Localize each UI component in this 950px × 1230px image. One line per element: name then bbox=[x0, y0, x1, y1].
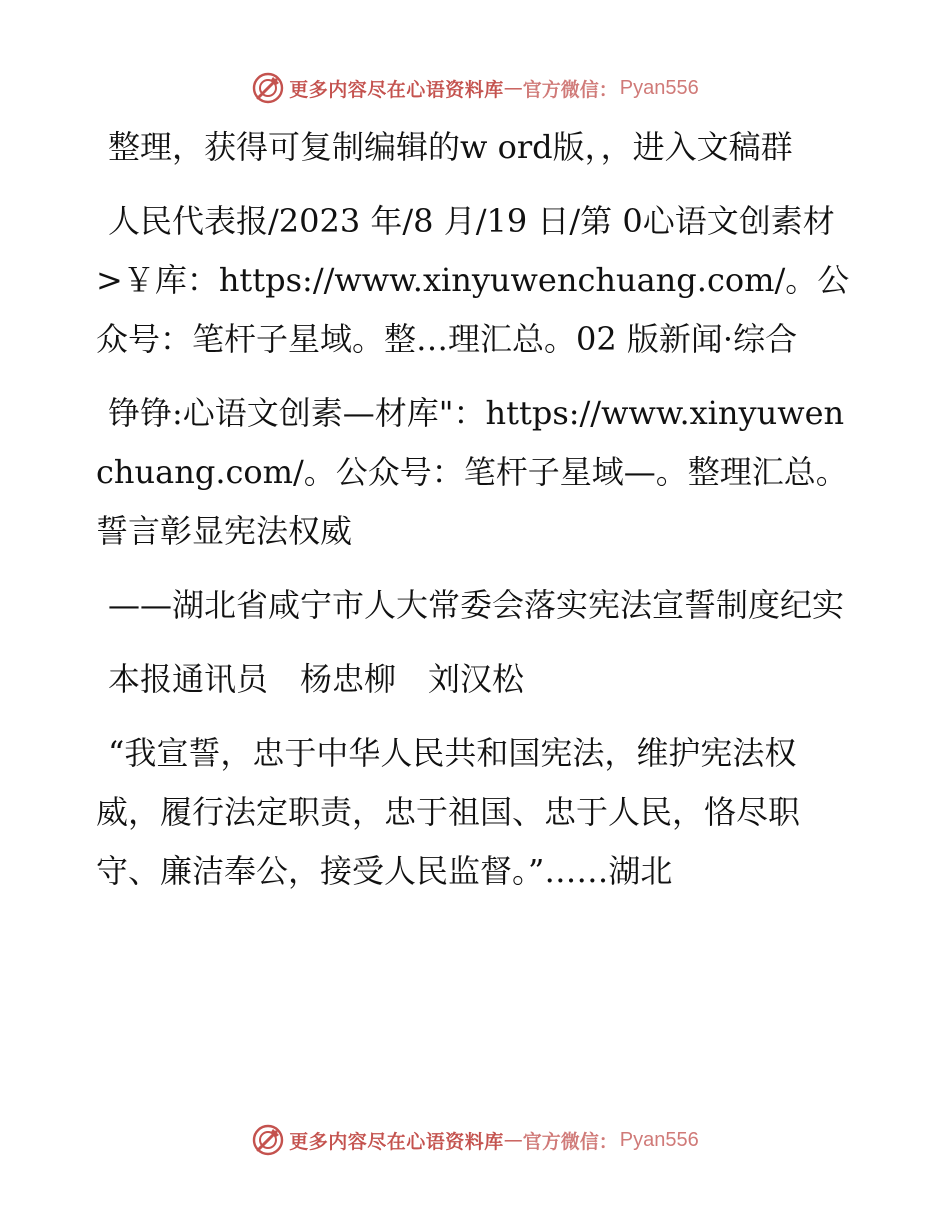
seal-logo-icon bbox=[251, 71, 285, 105]
paragraph-3-text: 铮铮:心语文创素—材库"：https://www.xinyuwenchuang.com/。公众号：笔杆子星域—。整理汇总。誓言彰显宪法权威 bbox=[96, 394, 848, 550]
paragraph-2 bbox=[96, 192, 856, 369]
paragraph-3 bbox=[96, 384, 856, 561]
paragraph-2-text: 人民代表报/2023 年/8 月/19 日/第 0心语文创素材>￥库：https://www.xinyuwenchuang.com/。公众号：笔杆子星域。整…理汇总。02 版新闻·综合 bbox=[96, 202, 850, 358]
header-dash: — bbox=[503, 77, 523, 99]
paragraph-6 bbox=[96, 724, 856, 901]
footer-wechat-id: Pyan556 bbox=[619, 1128, 699, 1151]
header-wechat-id: Pyan556 bbox=[619, 76, 699, 99]
page-footer-banner bbox=[0, 1120, 950, 1160]
footer-wechat-label: 官方微信： bbox=[522, 1130, 618, 1153]
paragraph-5-text: 本报通讯员 杨忠柳 刘汉松 bbox=[108, 660, 525, 698]
paragraph-4 bbox=[96, 576, 856, 635]
seal-logo-icon bbox=[251, 1123, 285, 1157]
header-wechat-label: 官方微信： bbox=[522, 78, 618, 101]
paragraph-6-text: “我宣誓，忠于中华人民共和国宪法，维护宪法权威，履行法定职责，忠于祖国、忠于人民，恪尽职守、廉洁奉公，接受人民监督。”……湖北 bbox=[96, 734, 801, 890]
paragraph-1 bbox=[96, 118, 856, 177]
header-brand-text: 更多内容尽在心语资料库 bbox=[289, 78, 504, 101]
paragraph-5 bbox=[96, 650, 856, 709]
document-body bbox=[96, 118, 856, 916]
footer-dash: — bbox=[503, 1129, 523, 1151]
paragraph-1-text: 整理，获得可复制编辑的w ord版，，进入文稿群 bbox=[108, 128, 793, 166]
footer-brand-text: 更多内容尽在心语资料库 bbox=[289, 1130, 504, 1153]
paragraph-4-text: ——湖北省咸宁市人大常委会落实宪法宣誓制度纪实 bbox=[108, 586, 845, 624]
page-header-banner bbox=[0, 68, 950, 108]
